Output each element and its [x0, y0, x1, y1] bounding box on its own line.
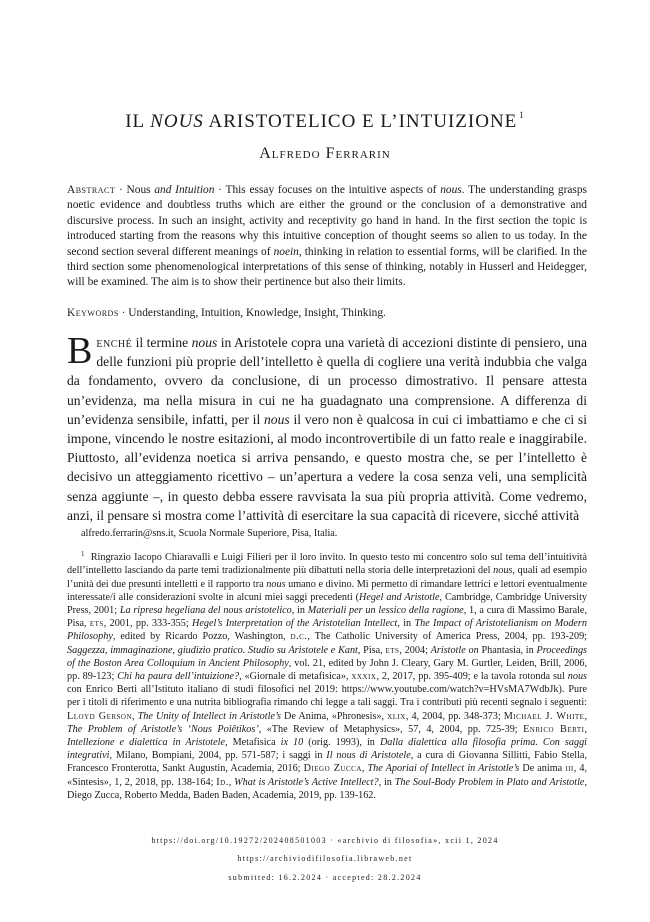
fn-text-h: , in: [397, 618, 415, 630]
abstract-text: . The understanding grasps noetic evidence and doubtless truths which are either the ground or the conclusion of a demonstrative and discursive process. In such an insight, activity and receptivity go hand in hand. In the first section the topic is introduced starting from the reasons why this intuitive conception of thought seems so alien to us today. In the second section several different meanings of: [67, 184, 587, 258]
abstract-sep: · Nous: [115, 184, 155, 196]
fn-text-f: , 1, a cura di Massimo Barale, Pisa,: [67, 605, 587, 630]
fn-it4: Hegel’s Interpretation of the Aristotelian Intellect: [192, 618, 398, 630]
fn-text-o: , «Giornale di metafisica»,: [239, 671, 352, 683]
fn-sc-xlix: xlix: [387, 710, 406, 722]
fn-sc-xxxix: xxxix: [351, 671, 377, 683]
fn-sc-white: Michael J. White: [503, 710, 585, 722]
title-nous: NOUS: [150, 111, 204, 132]
lead-small-caps: enché: [96, 335, 133, 350]
title-text: IL: [125, 111, 151, 132]
abstract-noein: noein: [273, 245, 299, 258]
footnote-1: [67, 548, 587, 802]
fn-text-bb: ,: [361, 763, 368, 775]
abstract-sep2: · This essay focuses on the intuitive aspects of: [214, 184, 441, 196]
fn-it5: The Impact of Aristotelianism on Modern Philosophy: [67, 618, 587, 643]
fn-it2: La ripresa hegeliana del nous aristotelico: [119, 605, 292, 617]
fn-text-z: , Milano, Bompiani, 2004, pp. 571-587; i saggi in: [109, 750, 327, 762]
author-affiliation: alfredo.ferrarin@sns.it, Scuola Normale Superiore, Pisa, Italia.: [81, 528, 338, 539]
fn-text-dd: , 4, «Sintesis», 1, 2, 2018, pp. 138-164;: [67, 763, 588, 788]
abstract-label: Abstract: [67, 184, 116, 196]
author-name: Alfredo Ferrarin: [259, 145, 391, 162]
fn-it7: Aristotle on: [430, 644, 479, 656]
fn-text-c: umano e divino. Mi permetto di rimandare lettrici e lettori eventualmente interessate/i alle considerazioni svolte in alcuni miei saggi precedenti (: [67, 578, 588, 603]
keywords: [67, 306, 587, 321]
fn-text-l: , 2004;: [399, 644, 431, 656]
abstract-nous: nous: [440, 184, 462, 196]
fn-it8: Proceedings of the Boston Area Colloquium in Ancient Philosophy: [67, 644, 588, 669]
fn-text-j: , The Catholic University of America Press, 2004, pp. 193-209;: [307, 631, 587, 643]
fn-text-x: , Metafisica: [225, 737, 281, 749]
fn-text-k: , Pisa,: [357, 644, 386, 656]
fn-nous-b: nous: [266, 578, 286, 590]
keywords-label: Keywords: [67, 307, 119, 319]
fn-text-a: Ringrazio Iacopo Chiaravalli e Luigi Filieri per il loro invito. In questo testo mi concentro solo sul tema dell’intuitività dell’intelletto lasciando da parte temi tradizionalmente più dibattuti nella storia delle interpretazioni del: [67, 552, 587, 577]
fn-text-p: , 2, 2017, pp. 395-409; e la tavola rotonda sul: [376, 671, 568, 683]
fn-it9: Chi ha paura dell’intuizione?: [117, 671, 240, 683]
fn-text-y: (orig. 1993), in: [303, 737, 380, 749]
fn-text-v: , «The Review of Metaphysics», 57, 4, 2004, pp. 725-39;: [258, 723, 524, 735]
fn-sc-iii: iii: [565, 763, 574, 775]
footnote-1-mark: 1: [81, 550, 85, 559]
fn-sc-id: Id.: [216, 776, 229, 788]
keywords-text: · Understanding, Intuition, Knowledge, Insight, Thinking.: [118, 307, 386, 319]
fn-text-i: , edited by Ricardo Pozzo, Washington,: [112, 631, 291, 643]
fn-it11: The Problem of Aristotle’s ‘Nous Poiêtikos’: [67, 723, 259, 735]
body-nous1: nous: [191, 335, 218, 350]
fn-text-aa: , a cura di Giovanna Sillitti, Fabio Stella, Francesco Fronterotta, Sankt Augustin, Academia, 2016;: [67, 750, 587, 775]
fn-it6: Saggezza, immaginazione, giudizio pratico. Studio su Aristotele e Kant: [67, 644, 358, 656]
fn-text-d: , Cambridge, Cambridge University Press, 2001;: [67, 591, 588, 617]
fn-it-ix: ix 10: [280, 737, 304, 749]
fn-it16: What is Aristotle’s Active Intellect?: [234, 776, 379, 788]
article-title: [0, 110, 650, 133]
abstract-text2: , thinking in relation to essential forms, will be clarified. In the third section some phenomenological interpretations of this sense of thinking, notably in Husserl and Heidegger, will be examined. The aim is to show their pertinence but also their limits.: [67, 245, 587, 289]
body-p2: in Aristotele copra una varietà di accezioni distinte di pensiero, una delle funzioni più proprie dell’intelletto è quella di cogliere una verità indubbia che valga da fondamento, ovvero da conclusione, di un processo dimostrativo. Il pensare attesta un’evidenza, ma nella misura in cui ne ha guadagnato una comprensione. A differenza di un’evidenza sensibile, infatti, per il: [67, 335, 587, 427]
fn-sc-zucca: Diego Zucca: [303, 763, 362, 775]
fn-text-s: De Anima, «Phronesis»,: [280, 710, 388, 722]
fn-nous-c: nous: [567, 671, 587, 683]
footer-dates: submitted: 16.2.2024 · accepted: 28.2.2024: [228, 873, 422, 882]
fn-nous-a: nous: [493, 565, 513, 577]
fn-it10: The Unity of Intellect in Aristotle’s: [137, 710, 281, 722]
fn-it13: Dalla dialettica alla filosofia prima. Con saggi integrativi: [67, 737, 588, 762]
fn-text-ee: ,: [228, 776, 235, 788]
footer-website-link[interactable]: https://archiviodifilosofia.libraweb.net: [237, 854, 413, 863]
fn-sc-ets1: ets: [89, 618, 104, 630]
fn-it3: Materiali per un lessico della ragione: [307, 605, 464, 617]
fn-sc-gerson: Lloyd Gerson: [67, 710, 133, 722]
abstract: [67, 183, 587, 291]
fn-sc-ets2: ets: [385, 644, 400, 656]
fn-text-u: ,: [584, 710, 587, 722]
fn-text-g: , 2001, pp. 333-355;: [103, 618, 193, 630]
fn-text-q: con Enrico Berti all’Istituto italiano di studi filosofici nel 2019: https://www.youtube.com/watch?v=HVsMA7WdbJk). Pure per i titoli di riferimento e una nutrita bibliografia rimando chi legge a tali saggi. Tra i contributi più recenti segnalo i seguenti:: [67, 684, 587, 709]
fn-text-m: Phantasia, in: [478, 644, 537, 656]
fn-text-r: ,: [132, 710, 138, 722]
body-nous2: nous: [264, 411, 290, 427]
fn-text-cc: De anima: [519, 763, 566, 775]
drop-cap: B: [67, 330, 93, 372]
body-p1: il termine: [132, 335, 192, 350]
fn-it14: Il nous di Aristotele: [326, 750, 411, 762]
fn-it17: The Soul-Body Problem in Plato and Aristotle: [394, 776, 585, 788]
fn-it1: Hegel and Aristotle: [359, 591, 440, 603]
body-paragraph: [67, 330, 587, 525]
title-footnote-mark[interactable]: 1: [519, 110, 525, 120]
fn-text-w: ,: [584, 723, 587, 735]
fn-sc-dc: d.c.: [290, 631, 308, 643]
abstract-title-and: and Intuition: [154, 184, 215, 196]
body-p3: il vero non è qualcosa in cui ci imbattiamo e che ci si impone, vincendo le nostre esitazioni, al modo incontrovertibile di un fatto reale e inaggirabile. Piuttosto, all’evidenza noetica si arriva pensando, e questo mostra che, se per l’intelletto è decisivo un atteggiamento ricettivo – un’apertura a vedere la cosa senza veli, una semplicità senza aggiunte –, in questo debba essere ravvisata la sua più propria attività. Come vedremo, anzi, il pensare si mostra come l’attività di esercitare la sua capacità di ricevere, sicché attività: [67, 411, 587, 523]
fn-text-t: , 4, 2004, pp. 348-373;: [405, 710, 504, 722]
fn-text-gg: , Diego Zucca, Roberto Medda, Baden Baden, Academia, 2019, pp. 139-162.: [67, 776, 587, 801]
fn-sc-berti: Enrico Berti: [523, 723, 585, 735]
fn-text-n: , vol. 21, edited by John J. Cleary, Gary M. Gurtler, Leiden, Brill, 2006, pp. 89-123;: [67, 657, 587, 683]
fn-it15: The Aporiai of Intellect in Aristotle’s: [367, 763, 520, 775]
fn-it12: Intellezione e dialettica in Aristotele: [67, 737, 226, 749]
fn-text-b: , quali ad esempio l’unità dei due presunti intelletti e il rapporto tra: [67, 565, 587, 590]
fn-text-ff: , in: [378, 776, 395, 788]
footer-doi-line[interactable]: https://doi.org/10.19272/202408501003 · «archivio di filosofia», xcii 1, 2024: [151, 836, 499, 845]
fn-text-e: , in: [291, 605, 308, 617]
title-text-rest: ARISTOTELICO E L’INTUIZIONE: [203, 111, 518, 132]
footnotes: [67, 527, 587, 802]
